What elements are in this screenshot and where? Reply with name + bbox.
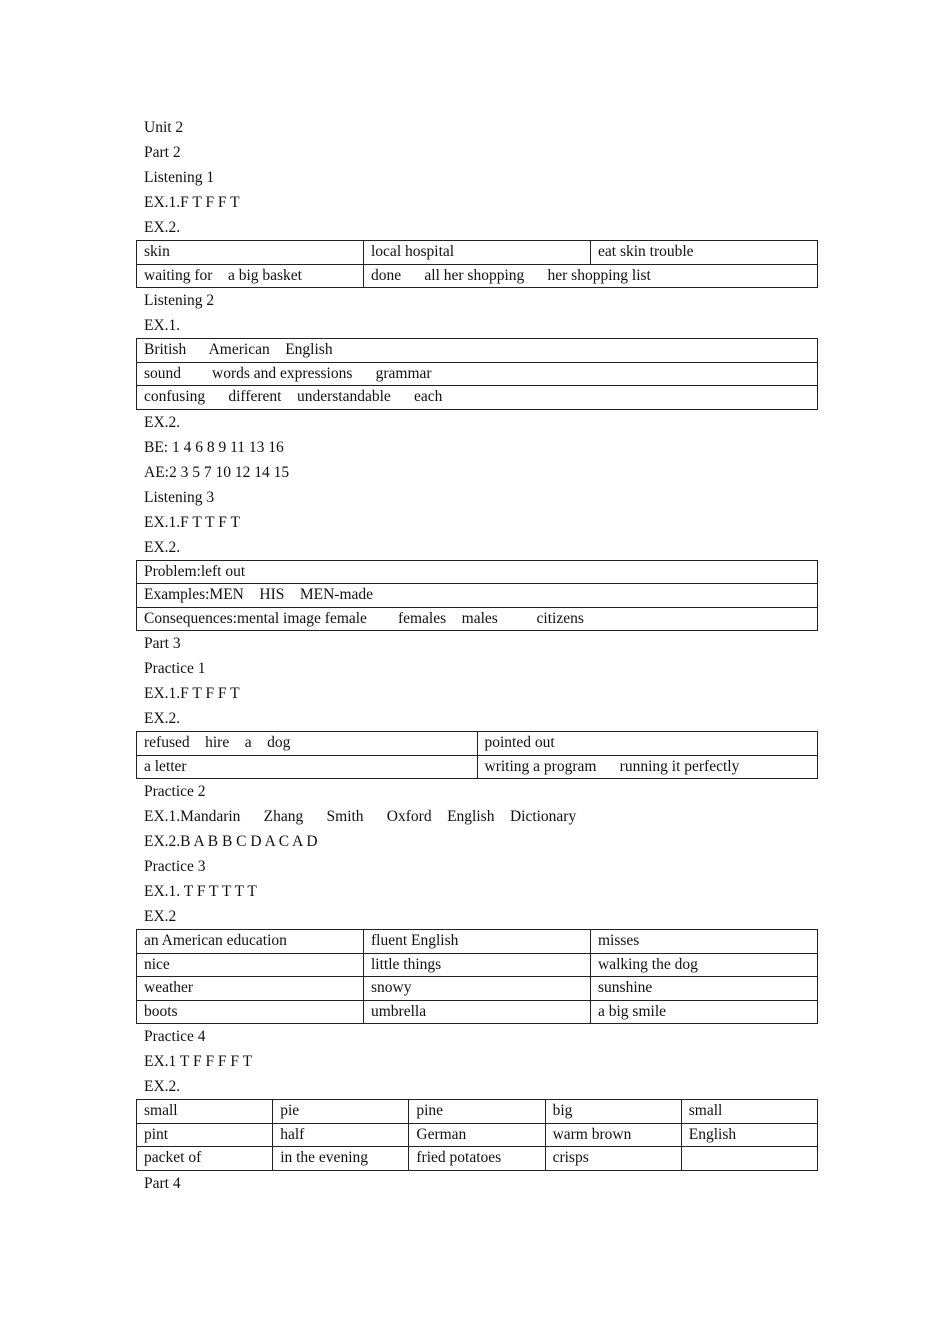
table-cell: British American English xyxy=(137,339,818,363)
heading-section: Practice 1 xyxy=(144,660,206,677)
answer-line: AE:2 3 5 7 10 12 14 15 xyxy=(144,463,290,481)
table-row xyxy=(137,1100,818,1124)
practice1-ex2-table xyxy=(136,731,818,779)
table-cell: small xyxy=(137,1100,273,1124)
table-cell: pointed out xyxy=(477,732,818,756)
table-cell: misses xyxy=(591,930,818,954)
table-cell: Problem:left out xyxy=(137,560,818,584)
exercise-label: EX.2. xyxy=(144,219,181,236)
heading-section: Listening 1 xyxy=(144,169,215,186)
table-cell: Examples:MEN HIS MEN-made xyxy=(137,584,818,608)
table-cell: snowy xyxy=(364,977,591,1001)
listening2-ex1-table xyxy=(136,338,818,410)
table-row xyxy=(137,339,818,363)
table-cell: local hospital xyxy=(364,241,591,265)
table-cell: nice xyxy=(137,953,364,977)
exercise-label: EX.2 xyxy=(144,908,177,925)
table-cell: skin xyxy=(137,241,364,265)
exercise-label: EX.2. xyxy=(144,710,181,727)
table-row xyxy=(137,584,818,608)
table-cell: German xyxy=(409,1123,545,1147)
table-row xyxy=(137,241,818,265)
table-cell: walking the dog xyxy=(591,953,818,977)
table-row xyxy=(137,1123,818,1147)
heading-part: Part 4 xyxy=(144,1174,181,1192)
table-cell: a big smile xyxy=(591,1000,818,1024)
table-cell: crisps xyxy=(545,1147,681,1171)
listening1-ex2-table xyxy=(136,240,818,288)
listening3-ex2-table xyxy=(136,560,818,632)
table-row xyxy=(137,264,818,288)
table-cell: pine xyxy=(409,1100,545,1124)
answer-line: EX.1. T F T T T T xyxy=(144,883,257,900)
answer-line: EX.1.F T F F T xyxy=(144,685,240,702)
table-cell: umbrella xyxy=(364,1000,591,1024)
table-row xyxy=(137,732,818,756)
exercise-label: EX.2. xyxy=(144,538,181,556)
table-cell: an American education xyxy=(137,930,364,954)
table-row xyxy=(137,930,818,954)
table-cell xyxy=(681,1147,817,1171)
table-cell: weather xyxy=(137,977,364,1001)
exercise-label: EX.1. xyxy=(144,317,181,334)
table-cell: fried potatoes xyxy=(409,1147,545,1171)
table-cell: pint xyxy=(137,1123,273,1147)
table-row xyxy=(137,953,818,977)
table-cell: half xyxy=(273,1123,409,1147)
table-row xyxy=(137,560,818,584)
table-row xyxy=(137,1147,818,1171)
table-cell: packet of xyxy=(137,1147,273,1171)
table-cell: done all her shopping her shopping list xyxy=(364,264,818,288)
table-row xyxy=(137,362,818,386)
table-cell: small xyxy=(681,1100,817,1124)
heading-section: Practice 4 xyxy=(144,1028,206,1045)
answer-line: EX.1.Mandarin Zhang Smith Oxford English Dictionary xyxy=(144,808,577,825)
heading-section: Practice 3 xyxy=(144,858,206,875)
answer-line: EX.1.F T T F T xyxy=(144,513,240,531)
heading-part: Part 2 xyxy=(144,144,181,161)
table-row xyxy=(137,386,818,410)
table-row xyxy=(137,977,818,1001)
heading-section: Listening 3 xyxy=(144,488,215,506)
heading-part: Part 3 xyxy=(144,635,181,652)
answer-line: BE: 1 4 6 8 9 11 13 16 xyxy=(144,438,284,456)
table-cell: confusing different understandable each xyxy=(137,386,818,410)
table-cell: waiting for a big basket xyxy=(137,264,364,288)
table-cell: refused hire a dog xyxy=(137,732,478,756)
table-cell: boots xyxy=(137,1000,364,1024)
table-row xyxy=(137,607,818,631)
exercise-label: EX.2. xyxy=(144,1078,181,1095)
table-cell: in the evening xyxy=(273,1147,409,1171)
answer-line: EX.1.F T F F T xyxy=(144,194,240,211)
table-row xyxy=(137,755,818,779)
answer-line: EX.2.B A B B C D A C A D xyxy=(144,833,318,850)
heading-section: Practice 2 xyxy=(144,783,206,800)
table-cell: little things xyxy=(364,953,591,977)
heading-unit: Unit 2 xyxy=(144,119,184,136)
table-cell: fluent English xyxy=(364,930,591,954)
exercise-label: EX.2. xyxy=(144,413,181,431)
practice4-ex2-table xyxy=(136,1099,818,1171)
table-cell: sound words and expressions grammar xyxy=(137,362,818,386)
table-cell: big xyxy=(545,1100,681,1124)
table-cell: a letter xyxy=(137,755,478,779)
practice3-ex2-table xyxy=(136,929,818,1024)
table-row xyxy=(137,1000,818,1024)
table-cell: writing a program running it perfectly xyxy=(477,755,818,779)
table-cell: pie xyxy=(273,1100,409,1124)
table-cell: warm brown xyxy=(545,1123,681,1147)
table-cell: English xyxy=(681,1123,817,1147)
heading-section: Listening 2 xyxy=(144,292,215,309)
answer-line: EX.1 T F F F F T xyxy=(144,1053,253,1070)
table-cell: Consequences:mental image female females males citizens xyxy=(137,607,818,631)
table-cell: eat skin trouble xyxy=(591,241,818,265)
answer-key-document xyxy=(136,115,818,1196)
table-cell: sunshine xyxy=(591,977,818,1001)
